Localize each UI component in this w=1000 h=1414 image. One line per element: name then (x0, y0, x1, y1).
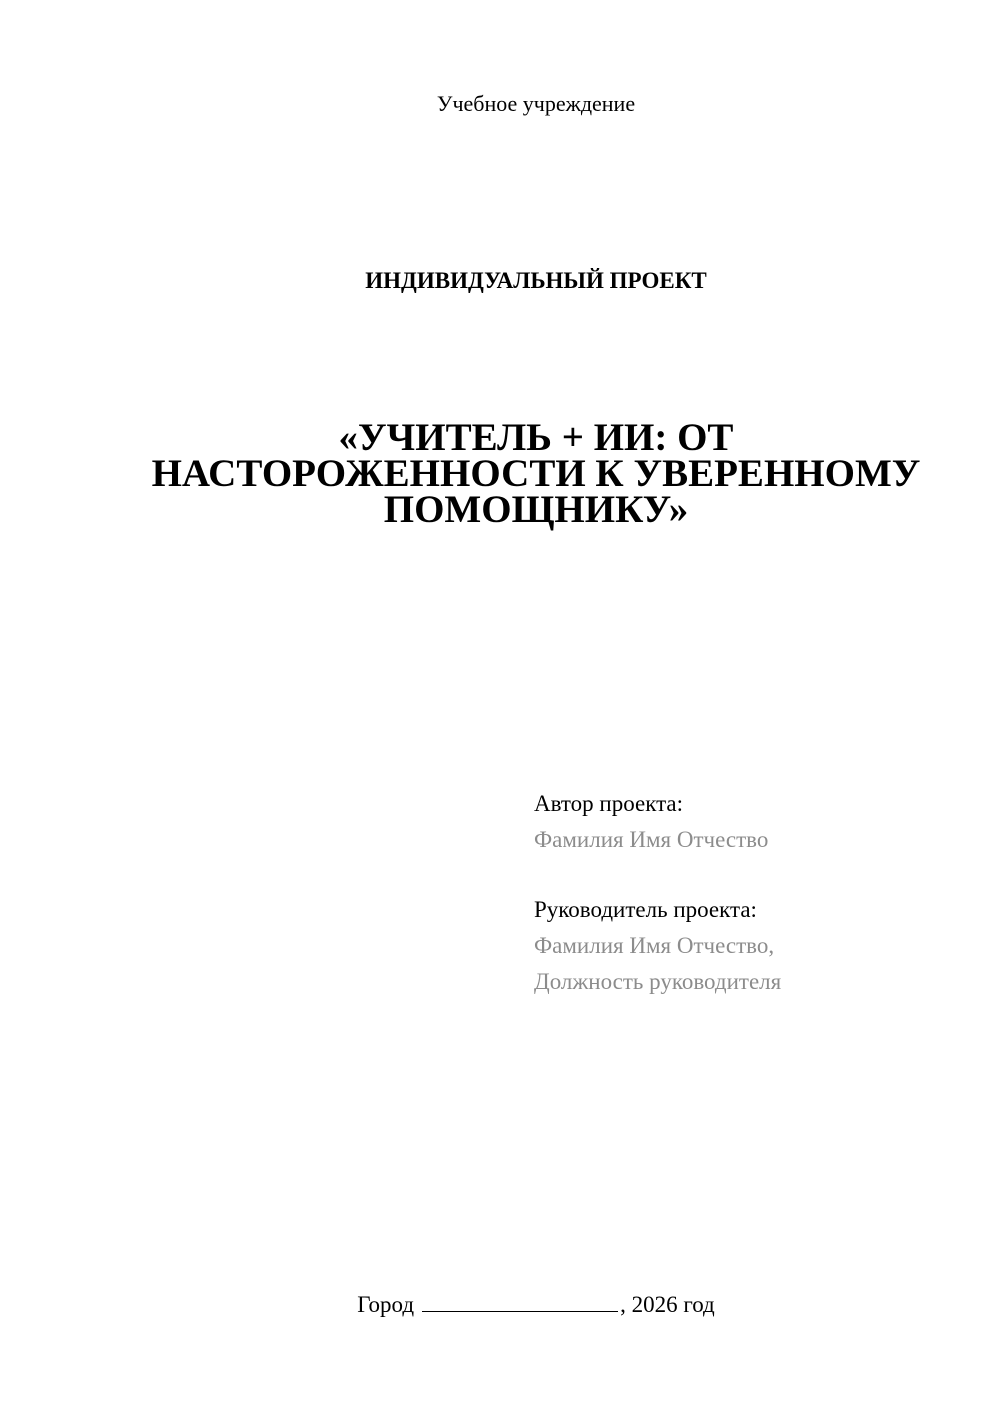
year-text: , 2026 год (620, 1292, 715, 1317)
project-type-heading: ИНДИВИДУАЛЬНЫЙ ПРОЕКТ (365, 268, 707, 293)
project-title-line-3: ПОМОЩНИКУ» (383, 488, 689, 531)
author-name-placeholder: Фамилия Имя Отчество (534, 827, 769, 852)
city-blank-line (422, 1291, 618, 1312)
city-label: Город (357, 1292, 415, 1317)
institution-name: Учебное учреждение (436, 91, 636, 116)
supervisor-block (534, 892, 781, 1000)
footer-city-year (0, 1290, 1000, 1320)
supervisor-name-placeholder: Фамилия Имя Отчество, (534, 933, 775, 958)
author-label: Автор проекта: (534, 791, 683, 816)
project-title (120, 416, 952, 531)
supervisor-label: Руководитель проекта: (534, 897, 757, 922)
project-title-line-1: «УЧИТЕЛЬ + ИИ: ОТ (338, 416, 734, 459)
supervisor-position-placeholder: Должность руководителя (534, 969, 782, 994)
project-title-line-2: НАСТОРОЖЕННОСТИ К УВЕРЕННОМУ (151, 452, 921, 495)
author-block (534, 786, 768, 858)
